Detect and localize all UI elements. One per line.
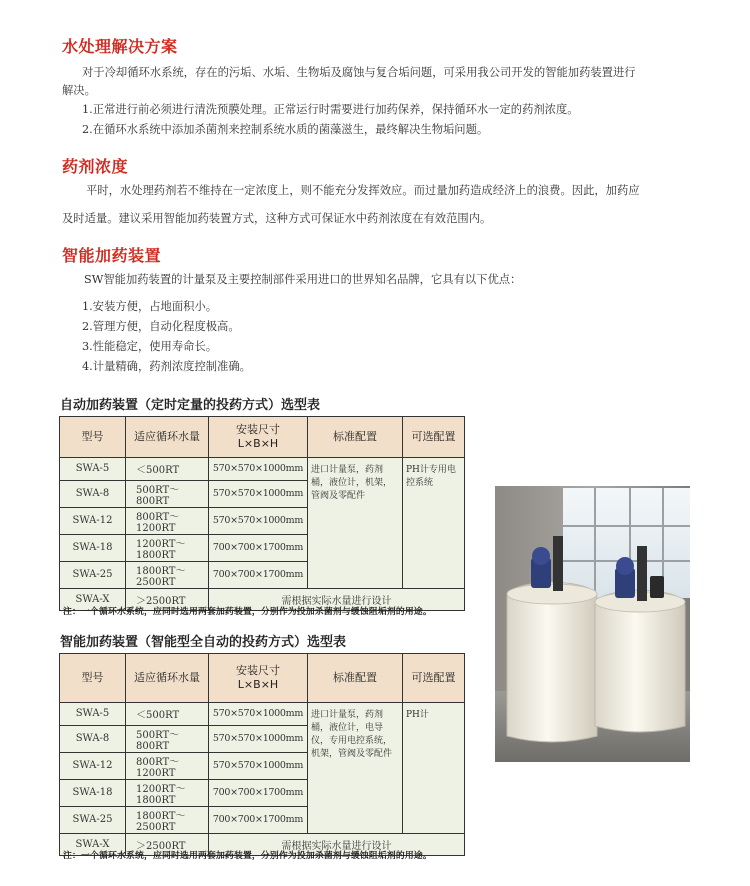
section-title-water-treatment: 水处理解决方案 <box>62 37 178 56</box>
cell-design-note: 需根据实际水量进行设计 <box>209 833 465 856</box>
cell-model: SWA-12 <box>60 507 126 534</box>
cell-flow: 1200RT～1800RT <box>126 779 209 806</box>
cell-flow: ＞2500RT <box>126 588 209 611</box>
cell-model: SWA-18 <box>60 534 126 561</box>
water-treatment-item-2: 2.在循环水系统中添加杀菌剂来控制系统水质的菌藻滋生，最终解决生物垢问题。 <box>82 123 489 136</box>
dosing-tanks-image <box>495 486 690 762</box>
water-treatment-para-line2: 解决。 <box>62 84 96 97</box>
advantage-item: 3.性能稳定，使用寿命长。 <box>82 340 218 353</box>
table1-title: 自动加药装置（定时定量的投药方式）选型表 <box>60 398 321 413</box>
cell-size: 570×570×1000mm <box>209 458 308 481</box>
cell-flow: ＞2500RT <box>126 833 209 856</box>
cell-flow: 500RT～800RT <box>126 725 209 752</box>
table1-footnote: 注：一个循环水系统，应同时选用两套加药装置，分别作为投加杀菌剂与缓蚀阻垢剂的用途。 <box>63 607 432 617</box>
cell-size: 570×570×1000mm <box>209 725 308 752</box>
cell-flow: 500RT～800RT <box>126 480 209 507</box>
cell-flow: 1200RT～1800RT <box>126 534 209 561</box>
cell-flow: ＜500RT <box>126 458 209 481</box>
concentration-line1: 平时，水处理药剂若不维持在一定浓度上，则不能充分发挥效应。而过量加药造成经济上的浪费。因此，加药应 <box>86 184 640 197</box>
cell-model: SWA-8 <box>60 480 126 507</box>
cell-model: SWA-5 <box>60 703 126 726</box>
cell-flow: ＜500RT <box>126 703 209 726</box>
cell-flow: 1800RT～2500RT <box>126 806 209 833</box>
cell-size: 570×570×1000mm <box>209 480 308 507</box>
cell-model: SWA-8 <box>60 725 126 752</box>
header-flow: 适应循环水量 <box>126 654 209 703</box>
section-title-concentration: 药剂浓度 <box>62 157 129 176</box>
header-size-line2: L×B×H <box>237 437 279 450</box>
header-optional: 可选配置 <box>403 417 465 458</box>
concentration-line2: 及时适量。建议采用智能加药装置方式，这种方式可保证水中药剂浓度在有效范围内。 <box>62 212 492 225</box>
table-row <box>60 703 465 726</box>
table-row <box>60 458 465 481</box>
section-title-device: 智能加药装置 <box>62 246 162 265</box>
cell-model: SWA-25 <box>60 806 126 833</box>
cell-optional-config: PH计 <box>403 703 465 834</box>
cell-size: 700×700×1700mm <box>209 561 308 588</box>
header-size-line1: 安装尺寸 <box>236 664 280 677</box>
cell-standard-config: 进口计量泵，药剂桶，液位计，电导仪，专用电控系统，机架，管阀及零配件 <box>308 703 403 834</box>
header-standard: 标准配置 <box>308 654 403 703</box>
cell-size: 570×570×1000mm <box>209 752 308 779</box>
advantage-item: 1.安装方便，占地面积小。 <box>82 300 218 313</box>
product-photo <box>495 486 690 762</box>
cell-standard-config: 进口计量泵，药剂桶，液位计，机架，管阀及零配件 <box>308 458 403 589</box>
cell-model: SWA-X <box>60 588 126 611</box>
cell-size: 700×700×1700mm <box>209 779 308 806</box>
selection-table-2 <box>59 653 465 856</box>
header-model: 型号 <box>60 654 126 703</box>
selection-table-1 <box>59 416 465 611</box>
cell-model: SWA-5 <box>60 458 126 481</box>
header-size-line2: L×B×H <box>237 678 279 691</box>
cell-size: 570×570×1000mm <box>209 507 308 534</box>
header-standard: 标准配置 <box>308 417 403 458</box>
water-treatment-item-1: 1.正常进行前必须进行清洗预膜处理。正常运行时需要进行加药保养，保持循环水一定的药剂浓度。 <box>82 103 579 116</box>
cell-size: 700×700×1700mm <box>209 806 308 833</box>
header-optional: 可选配置 <box>403 654 465 703</box>
table-header-row <box>60 417 465 458</box>
cell-optional-config: PH计专用电控系统 <box>403 458 465 589</box>
header-size <box>209 417 308 458</box>
device-intro: SW智能加药装置的计量泵及主要控制部件采用进口的世界知名品牌，它具有以下优点： <box>84 273 522 286</box>
cell-model: SWA-12 <box>60 752 126 779</box>
water-treatment-para-line1: 对于冷却循环水系统，存在的污垢、水垢、生物垢及腐蚀与复合垢问题，可采用我公司开发的智能加药装置进行 <box>82 66 636 79</box>
cell-size: 570×570×1000mm <box>209 703 308 726</box>
header-model: 型号 <box>60 417 126 458</box>
table2-footnote: 注：一个循环水系统，应同时选用两套加药装置，分别作为投加杀菌剂与缓蚀阻垢剂的用途。 <box>63 851 432 861</box>
advantage-item: 4.计量精确，药剂浓度控制准确。 <box>82 360 251 373</box>
cell-flow: 800RT～1200RT <box>126 507 209 534</box>
advantage-item: 2.管理方便，自动化程度极高。 <box>82 320 240 333</box>
cell-flow: 1800RT～2500RT <box>126 561 209 588</box>
header-size-line1: 安装尺寸 <box>236 423 280 436</box>
cell-size: 700×700×1700mm <box>209 534 308 561</box>
cell-design-note: 需根据实际水量进行设计 <box>209 588 465 611</box>
table2-title: 智能加药装置（智能型全自动的投药方式）选型表 <box>60 635 347 650</box>
cell-model: SWA-X <box>60 833 126 856</box>
cell-model: SWA-25 <box>60 561 126 588</box>
cell-model: SWA-18 <box>60 779 126 806</box>
header-size <box>209 654 308 703</box>
cell-flow: 800RT～1200RT <box>126 752 209 779</box>
header-flow: 适应循环水量 <box>126 417 209 458</box>
table-header-row <box>60 654 465 703</box>
